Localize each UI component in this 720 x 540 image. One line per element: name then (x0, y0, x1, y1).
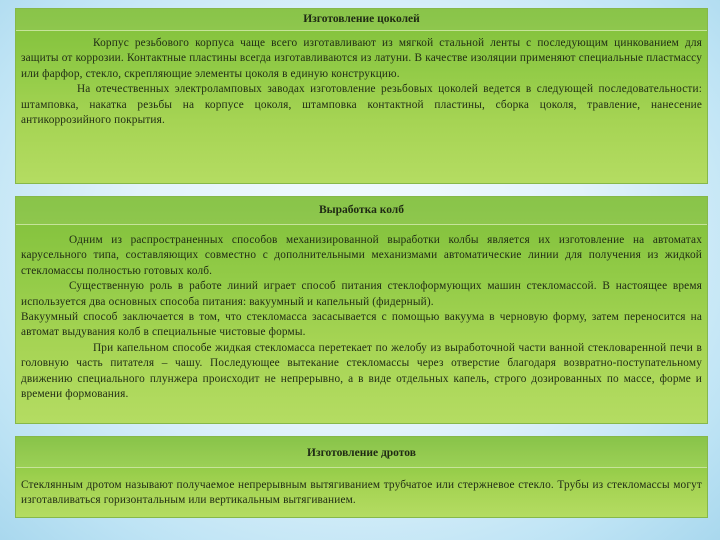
section-bulbs (15, 196, 708, 424)
section-rods (15, 436, 708, 518)
paragraph: Вакуумный способ заключается в том, что стекломасса засасывается с помощью вакуума в черновую форму, затем переносится на автомат выдувания колб в специальные чистовые формы. (21, 311, 702, 339)
paragraph: Существенную роль в работе линий играет способ питания стеклоформующих машин стекломассой. В настоящее время используется два основных способа питания: вакуумный и капельный (фидерный). (21, 280, 702, 308)
section-bases (15, 8, 708, 184)
section-title: Изготовление дротов (16, 437, 707, 468)
section-body (16, 468, 707, 511)
paragraph: Стеклянным дротом называют получаемое непрерывным вытягиванием трубчатое или стержневое стекло. Трубы из стекломассы могут изготавливаться горизонтальным или вертикальным вытягиванием. (21, 479, 702, 507)
paragraph: Корпус резьбового корпуса чаще всего изготавливают из мягкой стальной ленты с последующим цинкованием для защиты от коррозии. Контактные пластины всегда изготавливаются из латуни. В качестве изоляции применяют специальные пластмассу или фарфор, стекло, скрепляющие элементы цоколя в единую конструкцию. (21, 37, 702, 80)
paragraph: При капельном способе жидкая стекломасса перетекает по желобу из выработочной части ванной стекловаренной печи в головную часть питателя – чашу. Последующее вытекание стекломассы через отверстие благодаря возвратно-поступательному движению специального плунжера происходит не непрерывно, а в виде отдельных капель, строго дозированных по массе, форме и времени формования. (21, 341, 702, 401)
section-title: Выработка колб (16, 197, 707, 225)
section-body (16, 225, 707, 404)
paragraph: Одним из распространенных способов механизированной выработки колбы является их изготовление на автоматах карусельного типа, составляющих совместно с дополнительными механизмами автоматические линии для получения из жидкой стекломассы полностью готовых колб. (21, 234, 702, 277)
section-body (16, 31, 707, 130)
paragraph: На отечественных электроламповых заводах изготовление резьбовых цоколей ведется в следующей последовательности: штамповка, накатка резьбы на корпусе цоколя, штамповка контактной пластины, сборка цоколя, травление, нанесение антикоррозийного покрытия. (21, 83, 702, 127)
section-title: Изготовление цоколей (16, 9, 707, 31)
